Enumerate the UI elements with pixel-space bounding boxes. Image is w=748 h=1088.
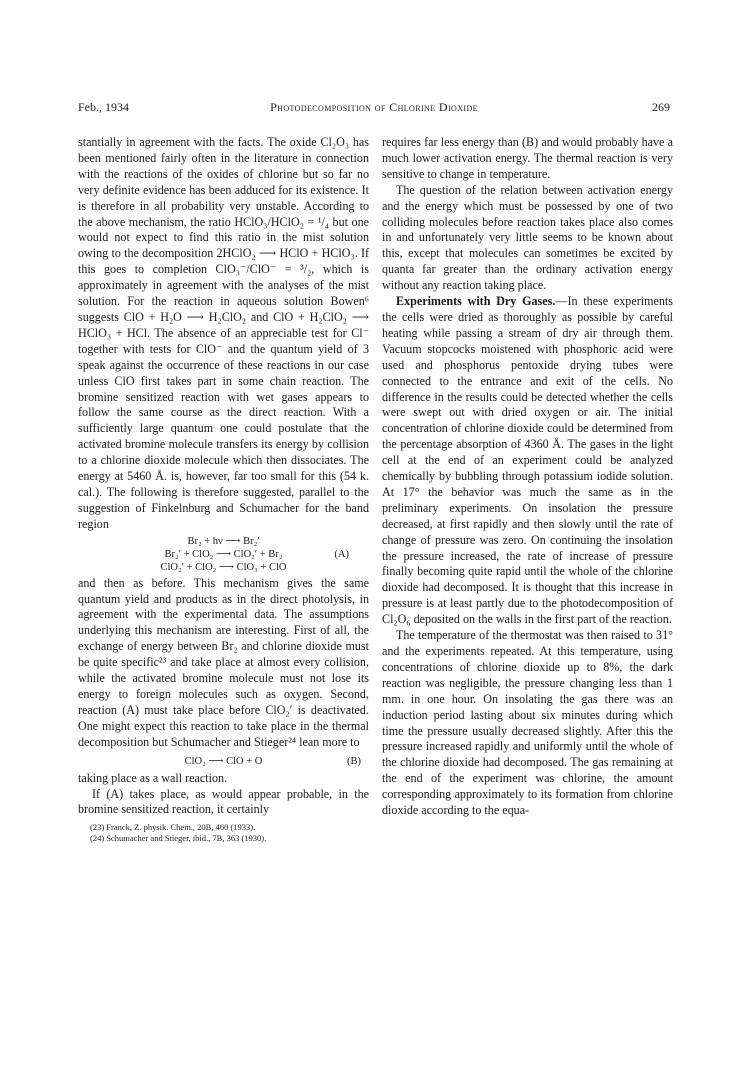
running-header — [78, 100, 670, 116]
equation-block-b — [78, 754, 369, 768]
right-paragraph-4: The temperature of the thermostat was then raised to 31° and the experiments repeated. At this temperature, using concentrations of chlorine dioxide up to 8%, the dark reaction was negligible, the pressure changing less than 1 mm. in one hour. On insolating the gas there was an induction period lasting about six minutes during which time the pressure usually decreased slightly. After this the pressure increased rapidly and uniformly until the whole of the chlorine dioxide had decomposed. The gas remaining at the end of the experiment was chlorine, the amount corresponding approximately to its formation from chlorine dioxide according to the equa- — [382, 628, 673, 818]
right-paragraph-3 — [382, 294, 673, 628]
right-paragraph-3-body: —In these experiments the cells were dried as thoroughly as possible by careful heating while passing a stream of dry air through them. Vacuum stopcocks moistened with phosphoric acid were used and phosphorus pentoxide drying tubes were connected to the entrance and exit of the cells. No difference in the results could be detected whether the cells were swept out with dried oxygen or air. The initial concentration of chlorine dioxide could be determined from the percentage absorption of 4360 Å. The gases in the light cell at the end of an experiment could be analyzed chemically by bubbling through potassium iodide solution. At 17° the behavior was much the same as in the preliminary experiments. On insolation the pressure decreased, at first rapidly and then slowly until the rate of change of pressure was zero. On continuing the insolation the pressure increased, the rate of increase of pressure finally becoming quite rapid until the whole of the chlorine dioxide had decomposed. It is thought that this increase in pressure is at least partly due to the photodecomposition of Cl₂O₆ deposited on the walls in the first part of the reaction. — [382, 294, 673, 627]
equation-a-line-1: Br₂ + hν ⟶ Br₂′ — [187, 535, 260, 547]
equation-b: ClO₂ ⟶ ClO + O — [184, 755, 263, 767]
right-paragraph-1: requires far less energy than (B) and would probably have a much lower activation energy. The thermal reaction is very sensitive to change in temperature. — [382, 135, 673, 181]
equation-block-a — [78, 535, 369, 574]
header-title: Photodecomposition of Chlorine Dioxide — [270, 100, 478, 114]
equation-a-line-3: ClO₂′ + ClO₂ ⟶ ClO₃ + ClO — [160, 561, 287, 573]
left-paragraph-4: If (A) takes place, as would appear probable, in the bromine sensitized reaction, it certainly — [78, 786, 369, 817]
right-paragraph-2: The question of the relation between activation energy and the energy which must be possessed by one of two colliding molecules before reaction takes place also comes in and unfortunately very little seems to be known about this, except that molecules can sometimes be excited by quanta far greater than the ordinary activation energy without any reaction taking place. — [382, 182, 673, 293]
left-column — [78, 135, 369, 844]
footnote-24: (24) Schumacher and Stieger, ibid., 7B, 363 (1930). — [90, 833, 267, 844]
section-heading-dry-gases: Experiments with Dry Gases. — [396, 294, 556, 309]
left-paragraph-1: stantially in agreement with the facts. The oxide Cl₂O₃ has been mentioned fairly often in the literature in connection with the reactions of the oxides of chlorine but so far no very definite evidence has been adduced for its existence. It is therefore in all probability very unstable. According to the above mechanism, the ratio HClO₃/HClO₂ = ¹/₄ but one would not expect to find this ratio in the mist solution owing to the decomposition 2HClO₂ ⟶ HClO + HClO₃. If this goes to completion ClO₃⁻/ClO⁻ = ³/₂, which is approximately in agreement with the analyses of the mist solution. For the reaction in aqueous solution Bowen⁶ suggests ClO + H₂O ⟶ H₂ClO₂ and ClO + H₂ClO₂ ⟶ HClO₃ + HCl. The absence of an appreciable test for Cl⁻ together with tests for ClO⁻ and the quantum yield of 3 speak against the occurrence of these reactions in our case unless ClO first takes part in some chain reaction. The bromine sensitized reaction with wet gases appears to follow the same course as the direct reaction. With a sufficiently large quantum one could postulate that the activated bromine molecule transfers its energy by collision to a chlorine dioxide molecule which then dissociates. The energy at 5460 Å. is, however, far too small for this (54 k. cal.). The following is therefore suggested, parallel to the suggestion of Finkelnburg and Schumacher for the band region — [78, 135, 369, 531]
header-date: Feb., 1934 — [78, 100, 129, 114]
right-column — [382, 135, 673, 819]
page-number: 269 — [652, 100, 670, 114]
left-paragraph-2: and then as before. This mechanism gives the same quantum yield and products as in the direct photolysis, in agreement with the experimental data. The assumptions underlying this mechanism are interesting. First of all, the exchange of energy between Br₂ and chlorine dioxide must be quite specific²³ and take place at almost every collision, while the activated bromine molecule must not lose its energy to foreign molecules such as oxygen. Second, reaction (A) must take place before ClO₂′ is deactivated. One might expect this reaction to take place in the thermal decomposition but Schumacher and Stieger²⁴ lean more to — [78, 575, 369, 749]
left-paragraph-3: taking place as a wall reaction. — [78, 770, 228, 785]
footnotes — [78, 822, 369, 844]
equation-a-tag: (A) — [334, 548, 349, 560]
equation-a-line-2: Br₂′ + ClO₂ ⟶ ClO₂′ + Br₂ — [164, 548, 283, 560]
equation-b-tag: (B) — [347, 755, 361, 767]
footnote-23: (23) Franck, Z. physik. Chem., 20B, 460 (1933). — [90, 822, 256, 833]
